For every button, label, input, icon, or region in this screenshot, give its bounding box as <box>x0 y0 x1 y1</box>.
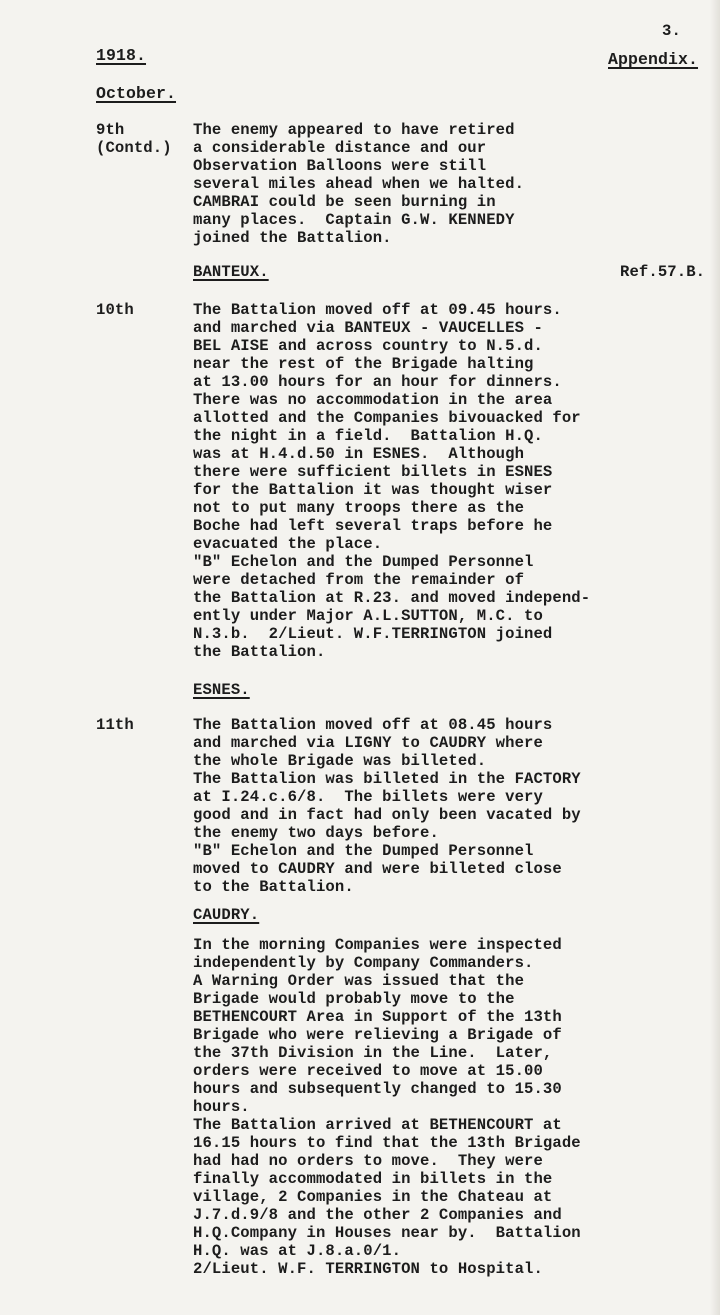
entry-date-10th: 10th <box>96 301 134 319</box>
month-heading: October. <box>96 84 177 103</box>
entry-text-continuation: In the morning Companies were inspected independently by Company Commanders. A Warning Order was issued that the Brigade would probably move to the BETHENCOURT Area in Support of the 13th Brigade who were relieving a Brigade of the 37th Division in the Line. Later, orders were received to move at 15.00 hours and subsequently changed to 15.30 hours. The Battalion arrived at BETHENCOURT at 16.15 hours to find that the 13th Brigade had had no orders to move. They were finally accommodated in billets in the village, 2 Companies in the Chateau at J.7.d.9/8 and the other 2 Companies and H.Q.Company in Houses near by. Battalion H.Q. was at J.8.a.0/1. 2/Lieut. W.F. TERRINGTON to Hospital. <box>193 936 581 1278</box>
page-number: 3. <box>662 22 681 40</box>
location-esnes: ESNES. <box>193 681 250 699</box>
page-edge-shadow <box>710 0 720 1315</box>
location-banteux: BANTEUX. <box>193 263 269 281</box>
location-caudry: CAUDRY. <box>193 906 260 924</box>
year-heading: 1918. <box>96 46 147 65</box>
entry-date-11th: 11th <box>96 716 134 734</box>
entry-text-11th: The Battalion moved off at 08.45 hours and marched via LIGNY to CAUDRY where the whole Brigade was billeted. The Battalion was billeted in the FACTORY at I.24.c.6/8. The billets were very good and in fact had only been vacated by the enemy two days before. "B" Echelon and the Dumped Personnel moved to CAUDRY and were billeted close to the Battalion. <box>193 716 581 896</box>
entry-text-9th: The enemy appeared to have retired a considerable distance and our Observation Balloons were still several miles ahead when we halted. CAMBRAI could be seen burning in many places. Captain G.W. KENNEDY joined the Battalion. <box>193 121 525 247</box>
entry-text-10th: The Battalion moved off at 09.45 hours. and marched via BANTEUX - VAUCELLES - BEL AISE and across country to N.5.d. near the rest of the Brigade halting at 13.00 hours for an hour for dinners. There was no accommodation in the area allotted and the Companies bivouacked for the night in a field. Battalion H.Q. was at H.4.d.50 in ESNES. Although there were sufficient billets in ESNES for the Battalion it was thought wiser not to put many troops there as the Boche had left several traps before he evacuated the place. "B" Echelon and the Dumped Personnel were detached from the remainder of the Battalion at R.23. and moved independ- ently under Major A.L.SUTTON, M.C. to N.3.b. 2/Lieut. W.F.TERRINGTON joined the Battalion. <box>193 301 591 661</box>
map-reference: Ref.57.B. <box>620 263 706 281</box>
appendix-label: Appendix. <box>608 50 699 69</box>
entry-date-9th: 9th (Contd.) <box>96 121 172 157</box>
